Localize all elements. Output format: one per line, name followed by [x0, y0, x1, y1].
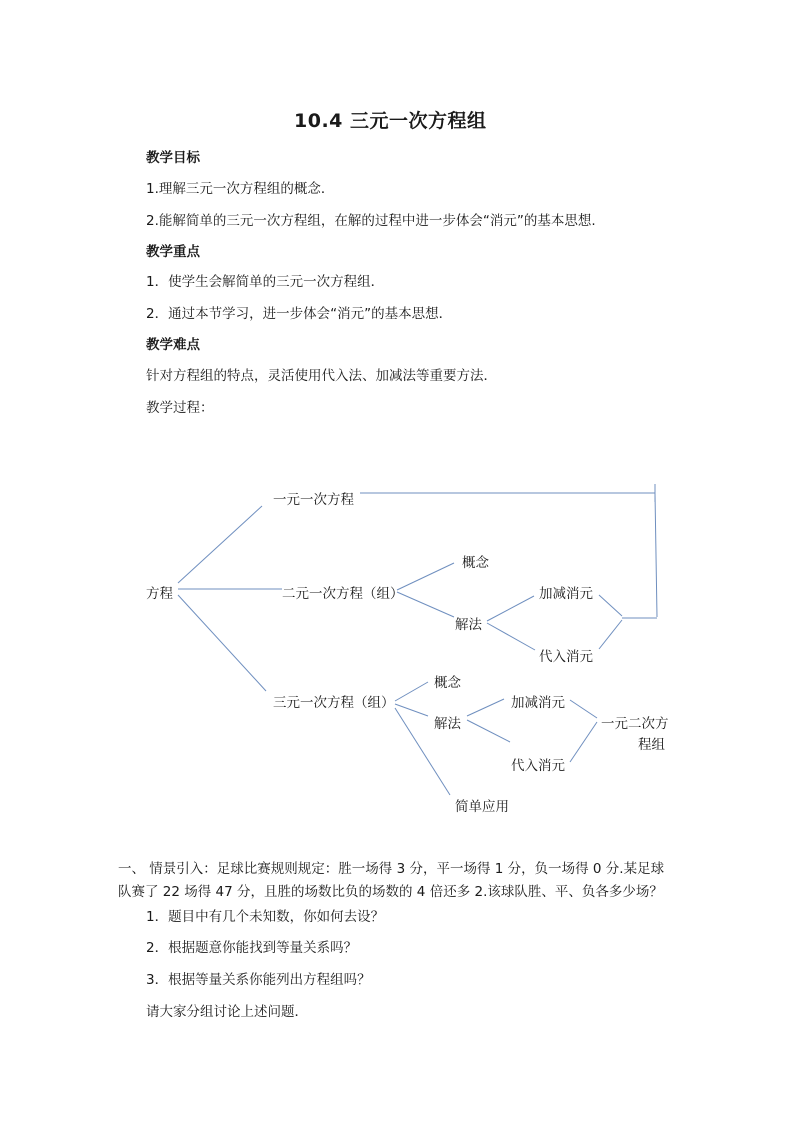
connector-three-method-addsub [467, 699, 504, 716]
question-item: 2．根据题意你能找到等量关系吗？ [146, 940, 358, 956]
intro-line-2: 队赛了 22 场得 47 分，且胜的场数比负的场数的 4 倍还多 2.该球队胜、平、负各多少场？ [118, 884, 663, 900]
node-three-add-sub: 加减消元 [511, 695, 565, 711]
key-point-item: 1．使学生会解简单的三元一次方程组． [146, 274, 385, 290]
node-linear-two: 二元一次方程（组） [282, 586, 404, 602]
objectives-heading: 教学目标 [146, 150, 200, 166]
connector-three-substitute-result [570, 722, 597, 762]
closing-text: 请大家分组讨论上述问题． [146, 1004, 308, 1020]
node-equation: 方程 [146, 586, 173, 602]
node-two-substitute: 代入消元 [539, 649, 593, 665]
node-three-concept: 概念 [434, 675, 461, 691]
connector-two-method [397, 592, 454, 617]
difficulties-text: 针对方程组的特点，灵活使用代入法、加减法等重要方法． [146, 368, 497, 384]
node-linear-three: 三元一次方程（组） [273, 695, 395, 711]
connector-three-method-substitute [467, 720, 510, 742]
connector-substitute-join [599, 620, 622, 649]
key-point-item: 2．通过本节学习，进一步体会“消元”的基本思想． [146, 306, 453, 322]
connector-method-substitute [487, 623, 535, 650]
connector-three-addsub-result [570, 700, 597, 718]
objective-item: 1.理解三元一次方程组的概念． [146, 181, 335, 197]
question-item: 3．根据等量关系你能列出方程组吗？ [146, 972, 371, 988]
bracket-vertical [655, 493, 657, 617]
connector-three-method [395, 704, 428, 716]
difficulties-heading: 教学难点 [146, 337, 200, 353]
connector-root-linear-one [178, 506, 262, 583]
objective-item: 2.能解简单的三元一次方程组，在解的过程中进一步体会“消元”的基本思想. [146, 213, 596, 229]
node-three-substitute: 代入消元 [511, 758, 565, 774]
connector-two-concept [397, 563, 454, 590]
connector-root-linear-three [178, 595, 266, 691]
question-item: 1．题目中有几个未知数，你如何去设？ [146, 909, 385, 925]
node-two-concept: 概念 [462, 555, 489, 571]
node-linear-one: 一元一次方程 [273, 492, 354, 508]
node-application: 简单应用 [455, 799, 509, 815]
page-title: 10.4 三元一次方程组 [294, 110, 487, 132]
node-two-add-sub: 加减消元 [539, 586, 593, 602]
process-label: 教学过程： [146, 400, 214, 416]
node-result-line2: 程组 [638, 737, 665, 753]
key-points-heading: 教学重点 [146, 244, 200, 260]
connector-addsub-join [599, 595, 622, 616]
node-result-line1: 一元二次方 [601, 716, 669, 732]
node-two-method: 解法 [455, 617, 482, 633]
node-three-method: 解法 [434, 716, 461, 732]
connector-method-addsub [487, 596, 534, 621]
connector-three-concept [395, 682, 428, 701]
intro-line-1: 一、 情景引入：足球比赛规则规定：胜一场得 3 分，平一场得 1 分，负一场得 0 分.某足球 [118, 861, 665, 877]
